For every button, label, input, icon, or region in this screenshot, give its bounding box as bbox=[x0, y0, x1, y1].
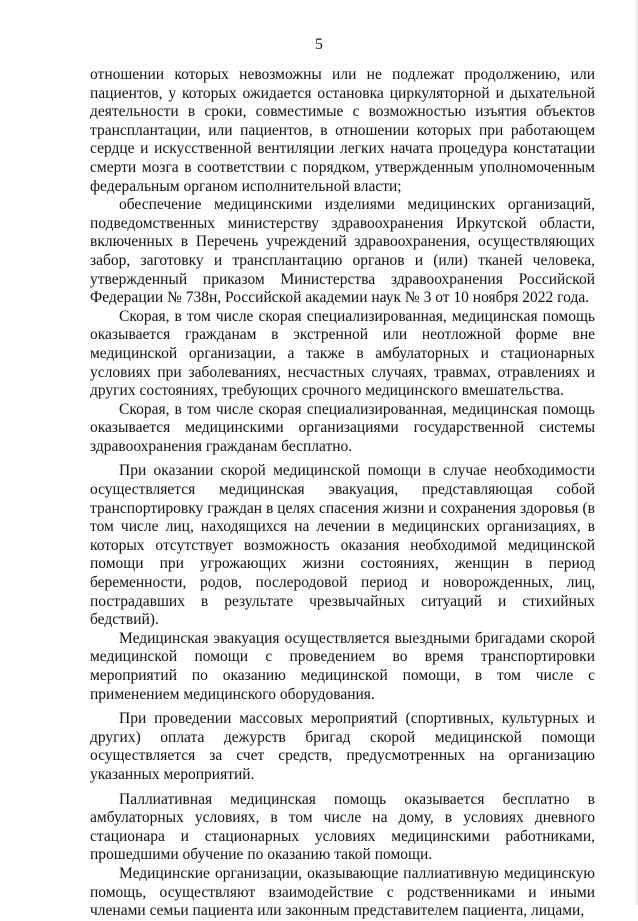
paragraph-transplant-patients: отношении которых невозможны или не подлежат продолжению, или пациентов, у которых ожидается остановка циркуляторной и дыхательной деятельности в сроки, совместимые с возможностью изъятия объектов трансплантации, или пациентов, в отношении которых при работающем сердце и искусственной вентиляции легких начата процедура констатации смерти мозга в соответствии с порядком, утвержденным уполномоченным федеральным органом исполнительной власти; bbox=[90, 66, 595, 195]
paragraph-palliative-care: Паллиативная медицинская помощь оказывается бесплатно в амбулаторных условиях, в том числе на дому, в условиях дневного стационара и стационарных условиях медицинскими работниками, прошедшими обучение по оказанию такой помощи. bbox=[90, 790, 595, 864]
paragraph-palliative-organizations: Медицинские организации, оказывающие паллиативную медицинскую помощь, осуществляют взаимодействие с родственниками и иными членами семьи пациента или законным представителем пациента, лицами, bbox=[90, 864, 595, 920]
document-body bbox=[90, 66, 595, 921]
paragraph-emergency-care-forms: Скорая, в том числе скорая специализированная, медицинская помощь оказывается гражданам в экстренной или неотложной форме вне медицинской организации, а также в амбулаторных и стационарных условиях при заболеваниях, несчастных случаях, травмах, отравлениях и других состояниях, требующих срочного медицинского вмешательства. bbox=[90, 307, 595, 400]
paragraph-medical-evacuation: При оказании скорой медицинской помощи в случае необходимости осуществляется медицинская эвакуация, представляющая собой транспортировку граждан в целях спасения жизни и сохранения здоровья (в том числе лиц, находящихся на лечении в медицинских организациях, в которых отсутствует возможность оказания необходимой медицинской помощи при угрожающих жизни состояниях, женщин в период беременности, родов, послеродовой период и новорожденных, лиц, пострадавших в результате чрезвычайных ситуаций и стихийных бедствий). bbox=[90, 462, 595, 629]
paragraph-emergency-care-free: Скорая, в том числе скорая специализированная, медицинская помощь оказывается медицинскими организациями государственной системы здравоохранения гражданам бесплатно. bbox=[90, 400, 595, 455]
paragraph-evacuation-teams: Медицинская эвакуация осуществляется выездными бригадами скорой медицинской помощи с проведением во время транспортировки мероприятий по оказанию медицинской помощи, в том числе с применением медицинского оборудования. bbox=[90, 629, 595, 703]
paragraph-mass-events: При проведении массовых мероприятий (спортивных, культурных и других) оплата дежурств бригад скорой медицинской помощи осуществляется за счет средств, предусмотренных на организацию указанных мероприятий. bbox=[90, 710, 595, 783]
page-number: 5 bbox=[315, 36, 323, 53]
paragraph-medical-devices: обеспечение медицинскими изделиями медицинских организаций, подведомственных министерству здравоохранения Иркутской области, включенных в Перечень учреждений здравоохранения, осуществляющих забор, заготовку и трансплантацию органов и (или) тканей человека, утвержденный приказом Министерства здравоохранения Российской Федерации № 738н, Российской академии наук № 3 от 10 ноября 2022 года. bbox=[90, 196, 595, 307]
